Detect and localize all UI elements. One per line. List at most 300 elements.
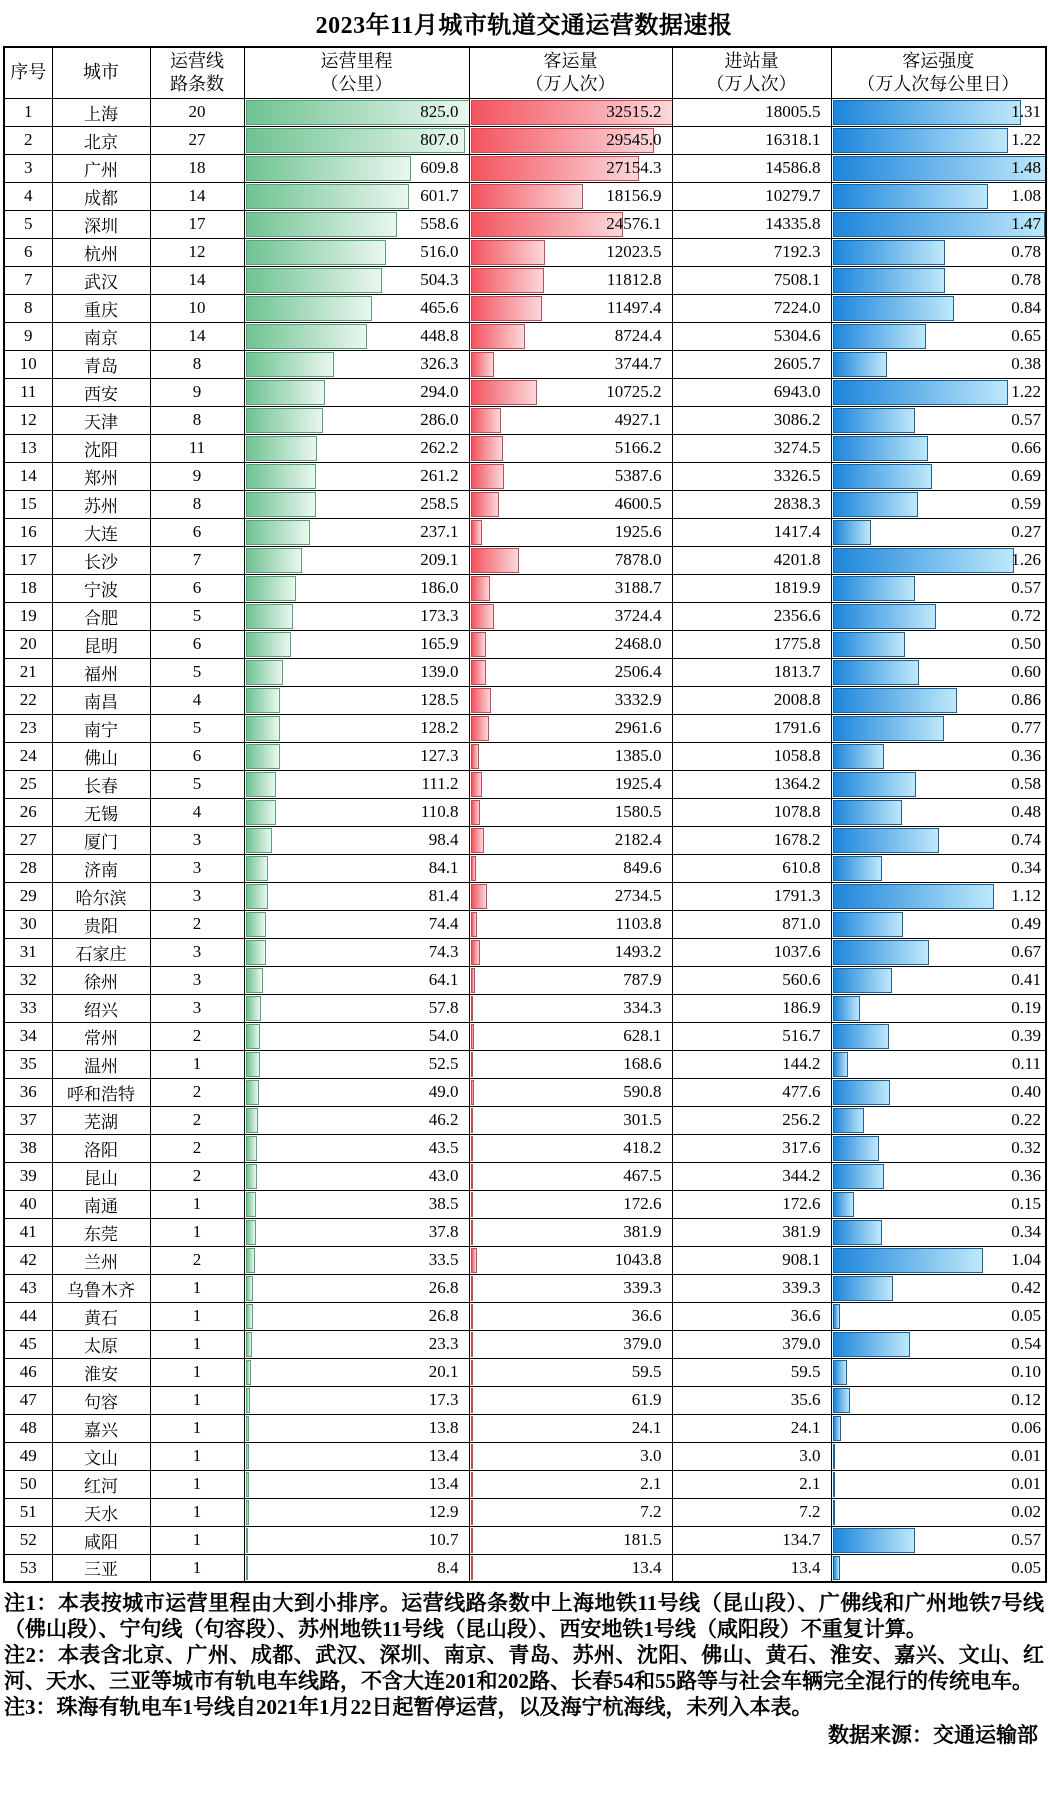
- cell-mileage: [244, 462, 469, 490]
- cell-mileage: [244, 210, 469, 238]
- intensity-value: 1.26: [1011, 550, 1041, 569]
- table-row: [4, 322, 1046, 350]
- cell-mileage: [244, 350, 469, 378]
- cell-mileage: [244, 266, 469, 294]
- table-body: [4, 98, 1046, 1582]
- table-row: [4, 770, 1046, 798]
- cell-mileage: [244, 406, 469, 434]
- cell-lines: 1: [150, 1414, 244, 1442]
- cell-lines: 6: [150, 630, 244, 658]
- volume-value: 13.4: [631, 1557, 662, 1577]
- cell-intensity: [831, 1442, 1046, 1470]
- cell-intensity: [831, 266, 1046, 294]
- cell-intensity: [831, 1162, 1046, 1190]
- mileage-value: 286.0: [420, 410, 459, 429]
- mileage-value: 84.1: [428, 858, 459, 877]
- cell-index: 14: [4, 462, 52, 490]
- cell-volume: [469, 574, 672, 602]
- cell-lines: 27: [150, 126, 244, 154]
- cell-entries: 24.1: [672, 1414, 831, 1442]
- cell-volume: [469, 1442, 672, 1470]
- cell-city: 长沙: [52, 546, 150, 574]
- cell-entries: 3326.5: [672, 462, 831, 490]
- cell-lines: 6: [150, 518, 244, 546]
- cell-city: 深圳: [52, 210, 150, 238]
- cell-index: 44: [4, 1302, 52, 1330]
- cell-mileage: [244, 1442, 469, 1470]
- cell-city: 西安: [52, 378, 150, 406]
- cell-volume: [469, 434, 672, 462]
- table-row: [4, 126, 1046, 154]
- cell-entries: 1791.3: [672, 882, 831, 910]
- cell-entries: 2008.8: [672, 686, 831, 714]
- cell-mileage: [244, 98, 469, 126]
- column-header-volume: 客运量 （万人次）: [469, 47, 672, 98]
- intensity-value: 0.49: [1011, 914, 1041, 933]
- intensity-value: 0.19: [1011, 998, 1041, 1017]
- cell-mileage: [244, 742, 469, 770]
- mileage-value: 609.8: [420, 158, 459, 177]
- mileage-value: 10.7: [428, 1530, 459, 1549]
- table-row: [4, 1218, 1046, 1246]
- cell-entries: 4201.8: [672, 546, 831, 574]
- data-source-label: 数据来源：交通运输部: [828, 1723, 1038, 1747]
- volume-value: 3188.7: [614, 578, 662, 597]
- intensity-value: 0.54: [1011, 1334, 1041, 1353]
- column-header-city: 城市: [52, 47, 150, 98]
- cell-index: 13: [4, 434, 52, 462]
- intensity-value: 0.27: [1011, 522, 1041, 541]
- cell-lines: 20: [150, 98, 244, 126]
- table-row: [4, 154, 1046, 182]
- cell-volume: [469, 1218, 672, 1246]
- cell-city: 芜湖: [52, 1106, 150, 1134]
- volume-value: 1103.8: [615, 914, 662, 933]
- cell-mileage: [244, 1190, 469, 1218]
- cell-city: 佛山: [52, 742, 150, 770]
- table-row: [4, 1470, 1046, 1498]
- cell-index: 15: [4, 490, 52, 518]
- cell-intensity: [831, 1302, 1046, 1330]
- mileage-value: 326.3: [420, 354, 459, 373]
- table-row: [4, 1302, 1046, 1330]
- volume-value: 2506.4: [614, 662, 662, 681]
- cell-entries: 2.1: [672, 1470, 831, 1498]
- intensity-value: 1.04: [1011, 1250, 1041, 1269]
- cell-index: 33: [4, 994, 52, 1022]
- cell-volume: [469, 1414, 672, 1442]
- volume-value: 418.2: [623, 1138, 662, 1157]
- intensity-value: 0.36: [1011, 1166, 1041, 1185]
- cell-mileage: [244, 434, 469, 462]
- table-row: [4, 462, 1046, 490]
- volume-value: 32515.2: [606, 102, 662, 121]
- volume-value: 11497.4: [606, 298, 662, 317]
- mileage-value: 165.9: [420, 634, 459, 653]
- cell-index: 49: [4, 1442, 52, 1470]
- table-row: [4, 742, 1046, 770]
- volume-value: 334.3: [623, 998, 662, 1017]
- intensity-value: 0.32: [1011, 1138, 1041, 1157]
- cell-index: 45: [4, 1330, 52, 1358]
- volume-value: 29545.0: [606, 130, 662, 149]
- cell-mileage: [244, 1554, 469, 1582]
- cell-index: 31: [4, 938, 52, 966]
- cell-volume: [469, 1246, 672, 1274]
- table-row: [4, 518, 1046, 546]
- intensity-value: 0.15: [1011, 1194, 1041, 1213]
- note: 注3：珠海有轨电车1号线自2021年1月22日起暂停运营，以及海宁杭海线，未列入本表。: [4, 1695, 813, 1719]
- cell-mileage: [244, 938, 469, 966]
- intensity-value: 0.65: [1011, 326, 1041, 345]
- cell-intensity: [831, 686, 1046, 714]
- cell-intensity: [831, 98, 1046, 126]
- volume-value: 1580.5: [614, 802, 662, 821]
- cell-city: 嘉兴: [52, 1414, 150, 1442]
- cell-entries: 1364.2: [672, 770, 831, 798]
- mileage-value: 17.3: [428, 1390, 459, 1409]
- column-header-intensity: 客运强度 （万人次每公里日）: [831, 47, 1046, 98]
- cell-city: 常州: [52, 1022, 150, 1050]
- cell-index: 18: [4, 574, 52, 602]
- cell-lines: 2: [150, 1246, 244, 1274]
- cell-lines: 6: [150, 574, 244, 602]
- cell-entries: 1791.6: [672, 714, 831, 742]
- cell-city: 上海: [52, 98, 150, 126]
- cell-mileage: [244, 238, 469, 266]
- cell-entries: 1819.9: [672, 574, 831, 602]
- cell-lines: 1: [150, 1554, 244, 1582]
- mileage-value: 558.6: [420, 214, 459, 233]
- mileage-value: 74.4: [428, 914, 459, 933]
- cell-volume: [469, 714, 672, 742]
- cell-index: 36: [4, 1078, 52, 1106]
- cell-index: 6: [4, 238, 52, 266]
- cell-volume: [469, 994, 672, 1022]
- volume-value: 2.1: [640, 1474, 662, 1493]
- cell-volume: [469, 98, 672, 126]
- cell-index: 5: [4, 210, 52, 238]
- cell-city: 三亚: [52, 1554, 150, 1582]
- cell-mileage: [244, 378, 469, 406]
- volume-value: 11812.8: [606, 270, 662, 289]
- cell-lines: 5: [150, 602, 244, 630]
- intensity-value: 0.72: [1011, 606, 1041, 625]
- volume-value: 590.8: [623, 1082, 662, 1101]
- cell-intensity: [831, 1414, 1046, 1442]
- intensity-value: 0.57: [1011, 578, 1041, 597]
- mileage-value: 807.0: [420, 130, 459, 149]
- intensity-value: 0.59: [1011, 494, 1041, 513]
- cell-lines: 8: [150, 406, 244, 434]
- cell-entries: 134.7: [672, 1526, 831, 1554]
- cell-entries: 1417.4: [672, 518, 831, 546]
- cell-mileage: [244, 1470, 469, 1498]
- cell-intensity: [831, 182, 1046, 210]
- intensity-value: 0.06: [1011, 1418, 1041, 1437]
- cell-intensity: [831, 1246, 1046, 1274]
- cell-city: 兰州: [52, 1246, 150, 1274]
- cell-intensity: [831, 994, 1046, 1022]
- cell-entries: 14335.8: [672, 210, 831, 238]
- table-header: [4, 47, 1046, 98]
- cell-city: 广州: [52, 154, 150, 182]
- cell-volume: [469, 406, 672, 434]
- intensity-value: 0.86: [1011, 690, 1041, 709]
- cell-city: 南京: [52, 322, 150, 350]
- volume-value: 8724.4: [614, 326, 662, 345]
- table-row: [4, 1022, 1046, 1050]
- cell-mileage: [244, 518, 469, 546]
- cell-lines: 10: [150, 294, 244, 322]
- cell-entries: 186.9: [672, 994, 831, 1022]
- mileage-value: 448.8: [420, 326, 459, 345]
- intensity-value: 0.39: [1011, 1026, 1041, 1045]
- volume-value: 18156.9: [606, 186, 662, 205]
- cell-intensity: [831, 1134, 1046, 1162]
- mileage-value: 516.0: [420, 242, 459, 261]
- cell-index: 22: [4, 686, 52, 714]
- table-row: [4, 434, 1046, 462]
- mileage-value: 209.1: [420, 550, 459, 569]
- cell-lines: 1: [150, 1218, 244, 1246]
- cell-lines: 1: [150, 1050, 244, 1078]
- cell-intensity: [831, 210, 1046, 238]
- cell-index: 1: [4, 98, 52, 126]
- table-row: [4, 1106, 1046, 1134]
- mileage-value: 262.2: [420, 438, 459, 457]
- column-header-mileage: 运营里程 （公里）: [244, 47, 469, 98]
- mileage-value: 258.5: [420, 494, 459, 513]
- cell-mileage: [244, 1358, 469, 1386]
- cell-index: 50: [4, 1470, 52, 1498]
- cell-lines: 5: [150, 770, 244, 798]
- intensity-value: 0.50: [1011, 634, 1041, 653]
- cell-mileage: [244, 1526, 469, 1554]
- intensity-value: 0.84: [1011, 298, 1041, 317]
- cell-city: 郑州: [52, 462, 150, 490]
- volume-value: 7.2: [640, 1502, 662, 1521]
- cell-intensity: [831, 154, 1046, 182]
- cell-lines: 1: [150, 1330, 244, 1358]
- cell-mileage: [244, 1134, 469, 1162]
- cell-mileage: [244, 1078, 469, 1106]
- cell-intensity: [831, 406, 1046, 434]
- cell-entries: 10279.7: [672, 182, 831, 210]
- mileage-value: 128.2: [420, 718, 459, 737]
- cell-mileage: [244, 910, 469, 938]
- note: 注1：本表按城市运营里程由大到小排序。运营线路条数中上海地铁11号线（昆山段）、广佛线和广州地铁7号线（佛山段）、宁句线（句容段）、苏州地铁11号线（昆山段）、西安地铁1号线（咸阳段）不重复计算。: [4, 1591, 1044, 1641]
- volume-value: 172.6: [623, 1194, 662, 1213]
- cell-entries: 3.0: [672, 1442, 831, 1470]
- volume-value: 3332.9: [614, 690, 662, 709]
- intensity-value: 0.57: [1011, 410, 1041, 429]
- cell-volume: [469, 910, 672, 938]
- cell-volume: [469, 882, 672, 910]
- cell-volume: [469, 490, 672, 518]
- intensity-value: 0.67: [1011, 942, 1041, 961]
- cell-entries: 7192.3: [672, 238, 831, 266]
- volume-value: 849.6: [623, 858, 662, 877]
- cell-entries: 6943.0: [672, 378, 831, 406]
- cell-volume: [469, 630, 672, 658]
- column-header-index: 序号: [4, 47, 52, 98]
- cell-entries: 16318.1: [672, 126, 831, 154]
- cell-mileage: [244, 1274, 469, 1302]
- cell-intensity: [831, 294, 1046, 322]
- cell-city: 厦门: [52, 826, 150, 854]
- transit-data-table: [3, 46, 1047, 1583]
- cell-index: 7: [4, 266, 52, 294]
- volume-value: 3.0: [640, 1446, 662, 1465]
- intensity-value: 0.05: [1011, 1557, 1041, 1577]
- table-row: [4, 1442, 1046, 1470]
- cell-entries: 1037.6: [672, 938, 831, 966]
- intensity-value: 0.38: [1011, 354, 1041, 373]
- cell-entries: 144.2: [672, 1050, 831, 1078]
- cell-index: 51: [4, 1498, 52, 1526]
- cell-mileage: [244, 294, 469, 322]
- intensity-value: 0.74: [1011, 830, 1041, 849]
- cell-intensity: [831, 1274, 1046, 1302]
- cell-index: 4: [4, 182, 52, 210]
- cell-volume: [469, 462, 672, 490]
- mileage-value: 465.6: [420, 298, 459, 317]
- mileage-value: 23.3: [428, 1334, 459, 1353]
- cell-intensity: [831, 1358, 1046, 1386]
- volume-value: 2182.4: [614, 830, 662, 849]
- intensity-value: 0.01: [1011, 1474, 1041, 1493]
- cell-index: 26: [4, 798, 52, 826]
- table-row: [4, 658, 1046, 686]
- cell-lines: 8: [150, 490, 244, 518]
- volume-value: 301.5: [623, 1110, 662, 1129]
- cell-mileage: [244, 1498, 469, 1526]
- cell-intensity: [831, 126, 1046, 154]
- cell-lines: 7: [150, 546, 244, 574]
- cell-mileage: [244, 1022, 469, 1050]
- mileage-value: 173.3: [420, 606, 459, 625]
- cell-lines: 2: [150, 1078, 244, 1106]
- cell-volume: [469, 658, 672, 686]
- cell-entries: 560.6: [672, 966, 831, 994]
- cell-volume: [469, 1470, 672, 1498]
- mileage-value: 127.3: [420, 746, 459, 765]
- cell-entries: 35.6: [672, 1386, 831, 1414]
- cell-entries: 1078.8: [672, 798, 831, 826]
- cell-city: 青岛: [52, 350, 150, 378]
- cell-volume: [469, 1302, 672, 1330]
- cell-city: 淮安: [52, 1358, 150, 1386]
- volume-value: 5387.6: [614, 466, 662, 485]
- note: 注2：本表含北京、广州、成都、武汉、深圳、南京、青岛、苏州、沈阳、佛山、黄石、淮安、嘉兴、文山、红河、天水、三亚等城市有轨电车线路，不含大连201和202路、长春54和55路等与社会车辆完全混行的传统电车。: [4, 1643, 1044, 1693]
- cell-lines: 11: [150, 434, 244, 462]
- cell-index: 43: [4, 1274, 52, 1302]
- mileage-value: 52.5: [428, 1054, 459, 1073]
- volume-value: 1925.4: [614, 774, 662, 793]
- cell-volume: [469, 1190, 672, 1218]
- cell-mileage: [244, 322, 469, 350]
- cell-entries: 1775.8: [672, 630, 831, 658]
- cell-volume: [469, 154, 672, 182]
- cell-volume: [469, 938, 672, 966]
- cell-index: 8: [4, 294, 52, 322]
- cell-mileage: [244, 882, 469, 910]
- cell-lines: 17: [150, 210, 244, 238]
- mileage-value: 8.4: [437, 1557, 459, 1577]
- cell-volume: [469, 1386, 672, 1414]
- cell-city: 温州: [52, 1050, 150, 1078]
- column-header-lines: 运营线 路条数: [150, 47, 244, 98]
- cell-index: 10: [4, 350, 52, 378]
- table-row: [4, 966, 1046, 994]
- mileage-value: 98.4: [428, 830, 459, 849]
- mileage-value: 64.1: [428, 970, 459, 989]
- table-row: [4, 266, 1046, 294]
- intensity-value: 0.05: [1011, 1306, 1041, 1325]
- cell-city: 大连: [52, 518, 150, 546]
- cell-mileage: [244, 546, 469, 574]
- cell-mileage: [244, 1162, 469, 1190]
- cell-city: 北京: [52, 126, 150, 154]
- cell-volume: [469, 602, 672, 630]
- cell-city: 天津: [52, 406, 150, 434]
- cell-mileage: [244, 658, 469, 686]
- cell-volume: [469, 1022, 672, 1050]
- table-row: [4, 210, 1046, 238]
- cell-mileage: [244, 602, 469, 630]
- cell-city: 黄石: [52, 1302, 150, 1330]
- volume-value: 5166.2: [614, 438, 662, 457]
- cell-volume: [469, 350, 672, 378]
- volume-value: 24.1: [631, 1418, 662, 1437]
- mileage-value: 13.8: [428, 1418, 459, 1437]
- cell-volume: [469, 546, 672, 574]
- cell-volume: [469, 1274, 672, 1302]
- cell-city: 句容: [52, 1386, 150, 1414]
- mileage-value: 43.5: [428, 1138, 459, 1157]
- table-row: [4, 406, 1046, 434]
- mileage-value: 825.0: [420, 102, 459, 121]
- volume-value: 12023.5: [606, 242, 662, 261]
- cell-lines: 4: [150, 686, 244, 714]
- cell-city: 南宁: [52, 714, 150, 742]
- cell-intensity: [831, 1554, 1046, 1582]
- table-row: [4, 1190, 1046, 1218]
- cell-intensity: [831, 1218, 1046, 1246]
- cell-entries: 1678.2: [672, 826, 831, 854]
- cell-intensity: [831, 434, 1046, 462]
- cell-entries: 7.2: [672, 1498, 831, 1526]
- cell-lines: 14: [150, 266, 244, 294]
- cell-entries: 339.3: [672, 1274, 831, 1302]
- cell-lines: 2: [150, 1106, 244, 1134]
- cell-lines: 3: [150, 994, 244, 1022]
- table-row: [4, 714, 1046, 742]
- cell-entries: 379.0: [672, 1330, 831, 1358]
- cell-volume: [469, 294, 672, 322]
- table-row: [4, 182, 1046, 210]
- cell-lines: 1: [150, 1442, 244, 1470]
- cell-city: 东莞: [52, 1218, 150, 1246]
- cell-index: 21: [4, 658, 52, 686]
- cell-intensity: [831, 854, 1046, 882]
- cell-city: 文山: [52, 1442, 150, 1470]
- cell-lines: 1: [150, 1302, 244, 1330]
- cell-city: 咸阳: [52, 1526, 150, 1554]
- mileage-value: 26.8: [428, 1306, 459, 1325]
- cell-volume: [469, 1050, 672, 1078]
